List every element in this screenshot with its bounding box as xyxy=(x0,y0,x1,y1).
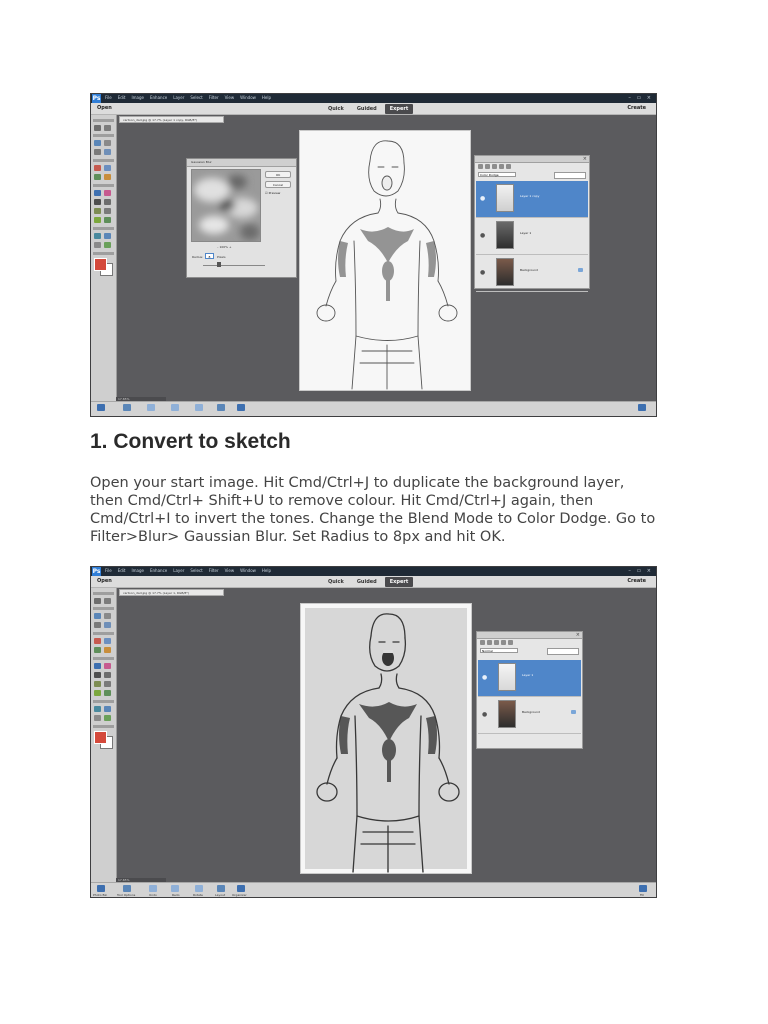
paragraph-line: Cmd/Ctrl+I to invert the tones. Change the Blend Mode to Color Dodge. Go to xyxy=(90,511,656,527)
blend-mode-select[interactable]: Color Dodge xyxy=(478,172,516,177)
open-button[interactable]: Open xyxy=(97,578,112,584)
menu-edit[interactable]: Edit xyxy=(117,568,126,573)
hand-tool-icon[interactable] xyxy=(104,125,111,131)
layer-name: Background xyxy=(520,268,538,272)
lasso-tool-icon[interactable] xyxy=(94,622,101,628)
undo-icon[interactable] xyxy=(149,885,157,892)
layer-row[interactable] xyxy=(478,697,581,734)
color-picker-icon[interactable] xyxy=(94,681,101,687)
type-tool-icon[interactable] xyxy=(94,690,101,696)
tab-quick[interactable]: Quick xyxy=(328,106,344,112)
photo-bin-label: Photo Bin xyxy=(93,893,108,897)
lock-icon xyxy=(571,710,576,714)
recompose-icon[interactable] xyxy=(104,706,111,712)
eye-icon[interactable]: ● xyxy=(480,269,486,276)
gradient-tool-icon[interactable] xyxy=(104,199,111,205)
layer-thumbnail xyxy=(496,184,514,212)
radius-input[interactable]: 8 xyxy=(205,253,214,259)
tab-guided[interactable]: Guided xyxy=(356,579,377,585)
window-controls[interactable]: – ▭ × xyxy=(628,568,653,574)
radius-label: Radius: xyxy=(192,255,204,259)
gradient-tool-icon[interactable] xyxy=(104,672,111,678)
document-tab[interactable]: cartoon_dad.jpg @ 17.7% (Layer 1, RGB/8*) xyxy=(119,589,224,596)
group-icon[interactable] xyxy=(485,164,490,169)
eye-icon[interactable]: ● xyxy=(480,232,486,239)
menu-window[interactable]: Window xyxy=(240,568,256,573)
tool-options-icon[interactable] xyxy=(123,885,131,892)
menu-filter[interactable]: Filter xyxy=(208,95,219,100)
rotate-icon[interactable] xyxy=(195,885,203,892)
photo-bin-icon[interactable] xyxy=(97,885,105,892)
mask-icon[interactable] xyxy=(494,640,499,645)
menu-help[interactable]: Help xyxy=(261,95,272,100)
shape-tool-icon[interactable] xyxy=(104,681,111,687)
marquee-tool-icon[interactable] xyxy=(104,140,111,146)
close-icon[interactable]: × xyxy=(575,632,580,638)
smart-brush-icon[interactable] xyxy=(94,647,101,653)
lock-icon[interactable] xyxy=(499,164,504,169)
redo-label: Redo xyxy=(172,893,180,897)
layer-row[interactable] xyxy=(476,218,588,255)
image-canvas[interactable] xyxy=(299,130,471,391)
layer-thumbnail xyxy=(496,258,514,286)
clone-stamp-icon[interactable] xyxy=(104,647,111,653)
organizer-label: Organizer xyxy=(232,893,247,897)
layer-thumbnail xyxy=(496,221,514,249)
rotate-label: Rotate xyxy=(193,893,203,897)
layer-name: Layer 1 copy xyxy=(520,194,540,198)
task-bar xyxy=(91,882,656,897)
app-logo: Ps xyxy=(92,95,101,102)
menu-window[interactable]: Window xyxy=(240,95,256,100)
photo-bin-icon[interactable] xyxy=(97,404,105,411)
blend-mode-select[interactable]: Normal xyxy=(480,648,518,653)
lock-icon[interactable] xyxy=(501,640,506,645)
radius-slider-knob[interactable] xyxy=(217,262,221,267)
sketch-result-image xyxy=(301,604,471,873)
menu-enhance[interactable]: Enhance xyxy=(149,95,168,100)
layer-name: Background xyxy=(522,710,540,714)
fill-label: Fill xyxy=(640,893,645,897)
cancel-button[interactable]: Cancel xyxy=(265,181,291,188)
crop-tool-icon[interactable] xyxy=(94,706,101,712)
document-tab[interactable]: cartoon_dad.jpg @ 17.7% (Layer 1 copy, RGB/8*) xyxy=(119,116,224,123)
blur-preview-image xyxy=(191,169,261,242)
layout-label: Layout xyxy=(215,893,226,897)
screenshot-sketch-result xyxy=(90,566,657,898)
layers-panel xyxy=(474,155,590,289)
group-icon[interactable] xyxy=(487,640,492,645)
create-button[interactable]: Create xyxy=(627,105,646,111)
straighten-icon[interactable] xyxy=(104,715,111,721)
screenshot-gaussian-blur xyxy=(90,93,657,417)
eye-icon[interactable]: ● xyxy=(482,674,488,681)
organizer-icon[interactable] xyxy=(237,404,245,411)
zoom-status: 17.65% xyxy=(116,878,166,883)
menu-select[interactable]: Select xyxy=(190,95,203,100)
zoom-tool-icon[interactable] xyxy=(94,125,101,131)
paragraph-line: then Cmd/Ctrl+ Shift+U to remove colour. Hit Cmd/Ctrl+J again, then xyxy=(90,493,594,509)
content-move-icon[interactable] xyxy=(94,242,101,248)
move-tool-icon[interactable] xyxy=(94,613,101,619)
smart-brush-icon[interactable] xyxy=(94,174,101,180)
tool-options-label: Tool Options xyxy=(117,893,136,897)
paragraph-line: Filter>Blur> Gaussian Blur. Set Radius to 8px and hit OK. xyxy=(90,529,506,545)
marquee-tool-icon[interactable] xyxy=(104,613,111,619)
menu-select[interactable]: Select xyxy=(190,568,203,573)
content-move-icon[interactable] xyxy=(94,715,101,721)
menu-layer[interactable]: Layer xyxy=(173,95,185,100)
preview-checkbox[interactable]: ☑ Preview xyxy=(265,191,281,195)
clone-stamp-icon[interactable] xyxy=(104,174,111,180)
type-tool-icon[interactable] xyxy=(94,217,101,223)
quick-select-icon[interactable] xyxy=(104,622,111,628)
paint-bucket-icon[interactable] xyxy=(94,672,101,678)
color-picker-icon[interactable] xyxy=(94,208,101,214)
pencil-tool-icon[interactable] xyxy=(104,690,111,696)
zoom-tool-icon[interactable] xyxy=(94,598,101,604)
menu-view[interactable]: View xyxy=(224,95,235,100)
undo-icon[interactable] xyxy=(147,404,155,411)
open-button[interactable]: Open xyxy=(97,105,112,111)
redo-icon[interactable] xyxy=(171,885,179,892)
brush-tool-icon[interactable] xyxy=(94,190,101,196)
quick-select-icon[interactable] xyxy=(104,149,111,155)
undo-label: Undo xyxy=(149,893,157,897)
tab-quick[interactable]: Quick xyxy=(328,579,344,585)
menu-items xyxy=(105,95,277,100)
straighten-icon[interactable] xyxy=(104,242,111,248)
menu-image[interactable]: Image xyxy=(131,568,144,573)
image-canvas[interactable] xyxy=(300,603,472,874)
lasso-tool-icon[interactable] xyxy=(94,149,101,155)
rotate-icon[interactable] xyxy=(195,404,203,411)
tab-guided[interactable]: Guided xyxy=(356,106,377,112)
spot-heal-icon[interactable] xyxy=(104,638,111,644)
layer-tools xyxy=(480,640,513,646)
crop-tool-icon[interactable] xyxy=(94,233,101,239)
layout-icon[interactable] xyxy=(217,404,225,411)
layer-name: Layer 1 xyxy=(522,673,534,677)
hand-tool-icon[interactable] xyxy=(104,598,111,604)
mode-bar xyxy=(91,103,656,115)
organizer-icon[interactable] xyxy=(237,885,245,892)
layer-tools xyxy=(478,164,511,170)
eye-icon[interactable]: ● xyxy=(482,711,488,718)
menu-file[interactable]: File xyxy=(105,95,112,100)
gaussian-blur-dialog xyxy=(186,158,297,278)
radius-slider[interactable] xyxy=(203,265,265,266)
new-layer-icon[interactable] xyxy=(480,640,485,645)
dialog-title: Gaussian Blur xyxy=(191,160,212,164)
panel-toggle-icon[interactable] xyxy=(638,404,646,411)
mask-icon[interactable] xyxy=(492,164,497,169)
layers-panel xyxy=(476,631,583,749)
menu-file[interactable]: File xyxy=(105,568,112,573)
layout-icon[interactable] xyxy=(217,885,225,892)
opacity-field[interactable] xyxy=(547,648,579,655)
opacity-field[interactable] xyxy=(554,172,586,179)
trash-icon[interactable] xyxy=(506,164,511,169)
red-eye-icon[interactable] xyxy=(94,165,101,171)
panel-toggle-icon[interactable] xyxy=(639,885,647,892)
close-icon[interactable]: × xyxy=(582,156,587,162)
radius-unit: Pixels xyxy=(217,255,226,259)
layer-row[interactable] xyxy=(478,660,581,697)
menu-bar xyxy=(91,567,656,576)
window-controls[interactable]: – ▭ × xyxy=(628,95,653,101)
menu-enhance[interactable]: Enhance xyxy=(149,568,168,573)
menu-edit[interactable]: Edit xyxy=(117,95,126,100)
recompose-icon[interactable] xyxy=(104,233,111,239)
menu-image[interactable]: Image xyxy=(131,95,144,100)
menu-help[interactable]: Help xyxy=(261,568,272,573)
menu-layer[interactable]: Layer xyxy=(173,568,185,573)
lock-icon xyxy=(578,268,583,272)
toolbox xyxy=(91,588,117,883)
brush-tool-icon[interactable] xyxy=(94,663,101,669)
menu-items xyxy=(105,568,277,573)
layer-thumbnail xyxy=(498,700,516,728)
zoom-controls[interactable]: – 100% + xyxy=(217,245,232,249)
tab-expert[interactable]: Expert xyxy=(385,104,413,114)
task-bar xyxy=(91,401,656,416)
move-tool-icon[interactable] xyxy=(94,140,101,146)
sketch-figure-image xyxy=(300,131,470,390)
shape-tool-icon[interactable] xyxy=(104,208,111,214)
ok-button[interactable]: OK xyxy=(265,171,291,178)
trash-icon[interactable] xyxy=(508,640,513,645)
toolbox xyxy=(91,115,117,402)
menu-view[interactable]: View xyxy=(224,568,235,573)
paint-bucket-icon[interactable] xyxy=(94,199,101,205)
zoom-status: 17.65% xyxy=(116,397,166,402)
pencil-tool-icon[interactable] xyxy=(104,217,111,223)
layer-row[interactable] xyxy=(476,181,588,218)
eraser-tool-icon[interactable] xyxy=(104,190,111,196)
new-layer-icon[interactable] xyxy=(478,164,483,169)
layer-name: Layer 1 xyxy=(520,231,532,235)
tool-options-icon[interactable] xyxy=(123,404,131,411)
menu-bar xyxy=(91,94,656,103)
eraser-tool-icon[interactable] xyxy=(104,663,111,669)
layer-thumbnail xyxy=(498,663,516,691)
blur-preview-graphic xyxy=(192,170,261,242)
foreground-color-swatch[interactable] xyxy=(94,258,107,271)
step-paragraph xyxy=(90,474,690,546)
spot-heal-icon[interactable] xyxy=(104,165,111,171)
menu-filter[interactable]: Filter xyxy=(208,568,219,573)
app-logo: Ps xyxy=(92,568,101,575)
red-eye-icon[interactable] xyxy=(94,638,101,644)
layer-row[interactable] xyxy=(476,255,588,292)
step-heading: 1. Convert to sketch xyxy=(90,430,291,453)
paragraph-line: Open your start image. Hit Cmd/Ctrl+J to duplicate the background layer, xyxy=(90,475,625,491)
eye-icon[interactable]: ● xyxy=(480,195,486,202)
preview-label: Preview xyxy=(268,191,281,195)
redo-icon[interactable] xyxy=(171,404,179,411)
mode-bar xyxy=(91,576,656,588)
create-button[interactable]: Create xyxy=(627,578,646,584)
foreground-color-swatch[interactable] xyxy=(94,731,107,744)
tab-expert[interactable]: Expert xyxy=(385,577,413,587)
